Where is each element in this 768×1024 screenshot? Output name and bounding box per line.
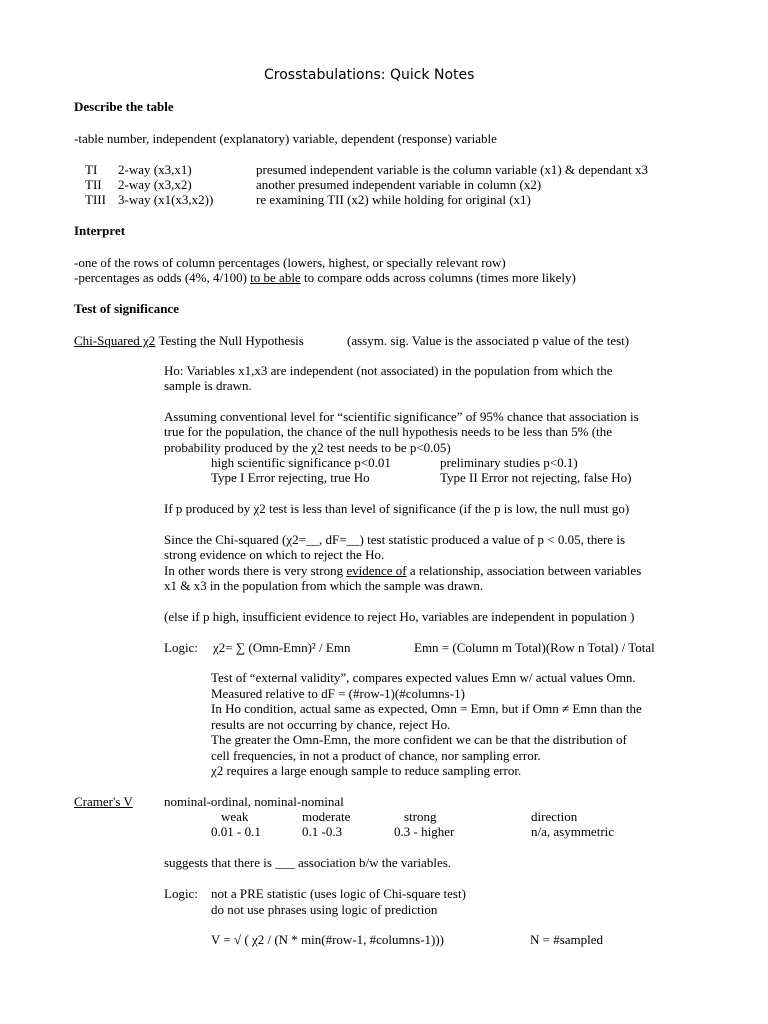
table-row-desc: presumed independent variable is the column variable (x1) & dependant x3 bbox=[256, 162, 649, 177]
strength-header: direction bbox=[531, 809, 578, 824]
validity-text: The greater the Omn-Emn, the more confident we can be that the distribution of bbox=[211, 732, 627, 747]
chi-squared-label: Chi-Squared χ2 bbox=[74, 333, 156, 348]
validity-text: In Ho condition, actual same as expected, Omn = Emn, but if Omn ≠ Emn than the bbox=[211, 701, 642, 716]
interpret-line: -percentages as odds (4%, 4/100) to be able to compare odds across columns (times more likely) bbox=[74, 270, 576, 285]
type-two-error: Type II Error not rejecting, false Ho) bbox=[440, 470, 632, 485]
emn-formula: Emn = (Column m Total)(Row n Total) / Total bbox=[414, 640, 655, 655]
strength-value: 0.3 - higher bbox=[394, 824, 455, 839]
strength-header: strong bbox=[404, 809, 437, 824]
null-hypothesis: Ho: Variables x1,x3 are independent (not associated) in the population from which the bbox=[164, 363, 613, 378]
table-row-id: TIII bbox=[85, 192, 106, 207]
heading-significance: Test of significance bbox=[74, 301, 179, 316]
null-hypothesis: sample is drawn. bbox=[164, 378, 252, 393]
conclusion-text: In other words there is very strong evidence of a relationship, association between variables bbox=[164, 563, 642, 578]
conclusion-text: strong evidence on which to reject the Ho. bbox=[164, 547, 385, 562]
table-row-way: 2-way (x3,x2) bbox=[118, 177, 192, 192]
n-definition: N = #sampled bbox=[530, 932, 604, 947]
cramers-logic-label: Logic: bbox=[164, 886, 198, 901]
table-row-way: 3-way (x1(x3,x2)) bbox=[118, 192, 214, 207]
strength-value: n/a, asymmetric bbox=[531, 824, 615, 839]
high-significance: high scientific significance p<0.01 bbox=[211, 455, 391, 470]
validity-text: results are not occurring by chance, reject Ho. bbox=[211, 717, 451, 732]
preliminary-studies: preliminary studies p<0.1) bbox=[440, 455, 578, 470]
strength-value: 0.1 -0.3 bbox=[302, 824, 343, 839]
cramers-logic-text: do not use phrases using logic of prediction bbox=[211, 902, 438, 917]
conclusion-text: Since the Chi-squared (χ2=__, dF=__) test statistic produced a value of p < 0.05, there is bbox=[164, 532, 625, 547]
strength-header: weak bbox=[221, 809, 249, 824]
assumption-text: true for the population, the chance of the null hypothesis needs to be less than 5% (the bbox=[164, 424, 613, 439]
chi-squared-note: (assym. sig. Value is the associated p value of the test) bbox=[347, 333, 630, 348]
interpret-line: -one of the rows of column percentages (lowers, highest, or specially relevant row) bbox=[74, 255, 506, 270]
table-row-id: TI bbox=[85, 162, 98, 177]
heading-interpret: Interpret bbox=[74, 223, 126, 238]
conclusion-text: x1 & x3 in the population from which the sample was drawn. bbox=[164, 578, 484, 593]
chi-squared-heading: Chi-Squared χ2 Testing the Null Hypothesis bbox=[74, 333, 304, 348]
cramers-logic-text: not a PRE statistic (uses logic of Chi-square test) bbox=[211, 886, 466, 901]
suggests-text: suggests that there is ___ association b/w the variables. bbox=[164, 855, 452, 870]
validity-text: Test of “external validity”, compares expected values Emn w/ actual values Omn. bbox=[211, 670, 636, 685]
strength-value: 0.01 - 0.1 bbox=[211, 824, 261, 839]
assumption-text: probability produced by the χ2 test needs to be p<0.05) bbox=[164, 440, 451, 455]
logic-label: Logic: bbox=[164, 640, 198, 655]
validity-text: Measured relative to dF = (#row-1)(#columns-1) bbox=[211, 686, 465, 701]
table-row-way: 2-way (x3,x1) bbox=[118, 162, 192, 177]
type-one-error: Type I Error rejecting, true Ho bbox=[211, 470, 370, 485]
assumption-text: Assuming conventional level for “scientific significance” of 95% chance that association is bbox=[164, 409, 639, 424]
table-row-desc: another presumed independent variable in column (x2) bbox=[256, 177, 542, 192]
page-title: Crosstabulations: Quick Notes bbox=[264, 67, 475, 83]
validity-text: cell frequencies, in not a product of chance, nor sampling error. bbox=[211, 748, 541, 763]
strength-header: moderate bbox=[302, 809, 351, 824]
heading-describe: Describe the table bbox=[74, 99, 174, 114]
chi-formula: χ2= ∑ (Omn-Emn)² / Emn bbox=[213, 640, 351, 655]
cramers-v-types: nominal-ordinal, nominal-nominal bbox=[164, 794, 344, 809]
validity-text: χ2 requires a large enough sample to reduce sampling error. bbox=[211, 763, 522, 778]
describe-line: -table number, independent (explanatory) variable, dependent (response) variable bbox=[74, 131, 497, 146]
cramers-v-label: Cramer's V bbox=[74, 794, 133, 809]
else-text: (else if p high, insufficient evidence to reject Ho, variables are independent in population ) bbox=[164, 609, 635, 624]
table-row-desc: re examining TII (x2) while holding for original (x1) bbox=[256, 192, 531, 207]
cramers-v-formula: V = √ ( χ2 / (N * min(#row-1, #columns-1))) bbox=[211, 932, 445, 947]
if-p-text: If p produced by χ2 test is less than level of significance (if the p is low, the null must go) bbox=[164, 501, 630, 516]
table-row-id: TII bbox=[85, 177, 102, 192]
